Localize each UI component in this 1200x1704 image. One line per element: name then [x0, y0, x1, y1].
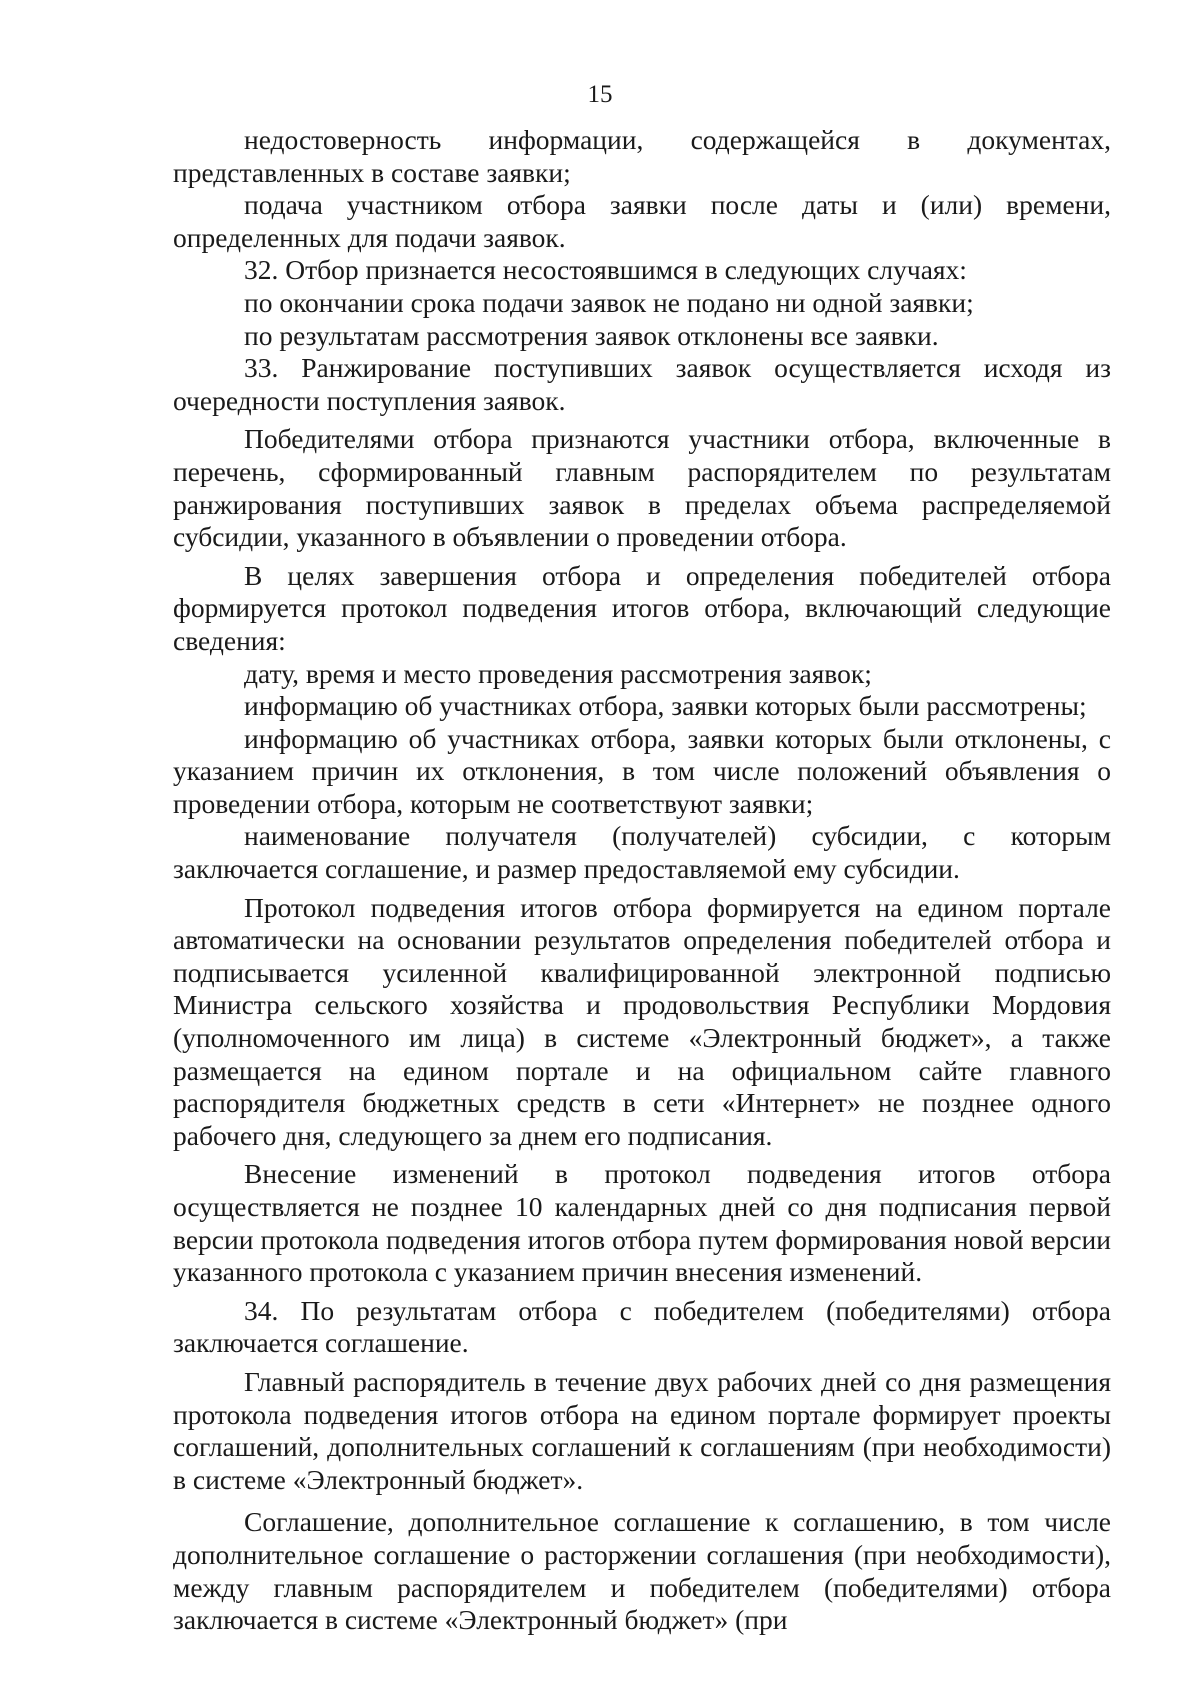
paragraph: Соглашение, дополнительное соглашение к соглашению, в том числе дополнительное соглашение о расторжении соглашения (при необходимости), между главным распорядителем и победителем (победителями) отбора заключается в системе «Электронный бюджет» (при	[173, 1506, 1111, 1636]
document-body	[173, 124, 1111, 1637]
paragraph: недостоверность информации, содержащейся в документах, представленных в составе заявки;	[173, 124, 1111, 188]
paragraph: 33. Ранжирование поступивших заявок осуществляется исходя из очередности поступления заявок.	[173, 352, 1111, 416]
page-number: 15	[587, 81, 613, 108]
paragraph: 34. По результатам отбора с победителем (победителями) отбора заключается соглашение.	[173, 1294, 1111, 1359]
paragraph: наименование получателя (получателей) субсидии, с которым заключается соглашение, и размер предоставляемой ему субсидии.	[173, 820, 1111, 885]
paragraph: дату, время и место проведения рассмотрения заявок;	[244, 657, 872, 689]
paragraph: информацию об участниках отбора, заявки которых были рассмотрены;	[244, 690, 1087, 722]
paragraph: по окончании срока подачи заявок не подано ни одной заявки;	[244, 286, 974, 318]
paragraph: В целях завершения отбора и определения победителей отбора формируется протокол подведения итогов отбора, включающий следующие сведения:	[173, 559, 1111, 656]
paragraph: Победителями отбора признаются участники отбора, включенные в перечень, сформированный главным распорядителем по результатам ранжирования поступивших заявок в пределах объема распределяемой субсидии, указанного в объявлении о проведении отбора.	[173, 423, 1111, 553]
paragraph: Внесение изменений в протокол подведения итогов отбора осуществляется не позднее 10 календарных дней со дня подписания первой версии протокола подведения итогов отбора путем формирования новой версии указанного протокола с указанием причин внесения изменений.	[173, 1158, 1111, 1288]
paragraph: подача участником отбора заявки после даты и (или) времени, определенных для подачи заявок.	[173, 189, 1111, 253]
paragraph: по результатам рассмотрения заявок отклонены все заявки.	[244, 319, 939, 351]
paragraph: 32. Отбор признается несостоявшимся в следующих случаях:	[244, 254, 967, 286]
paragraph: Главный распорядитель в течение двух рабочих дней со дня размещения протокола подведения итогов отбора на едином портале формирует проекты соглашений, дополнительных соглашений к соглашениям (при необходимости) в системе «Электронный бюджет».	[173, 1365, 1111, 1495]
paragraph: информацию об участниках отбора, заявки которых были отклонены, с указанием причин их отклонения, в том числе положений объявления о проведении отбора, которым не соответствуют заявки;	[173, 722, 1111, 819]
paragraph: Протокол подведения итогов отбора формируется на едином портале автоматически на основании результатов определения победителей отбора и подписывается усиленной квалифицированной электронной подписью Министра сельского хозяйства и продовольствия Республики Мордовия (уполномоченного им лица) в системе «Электронный бюджет», а также размещается на едином портале и на официальном сайте главного распорядителя бюджетных средств в сети «Интернет» не позднее одного рабочего дня, следующего за днем его подписания.	[173, 891, 1111, 1151]
